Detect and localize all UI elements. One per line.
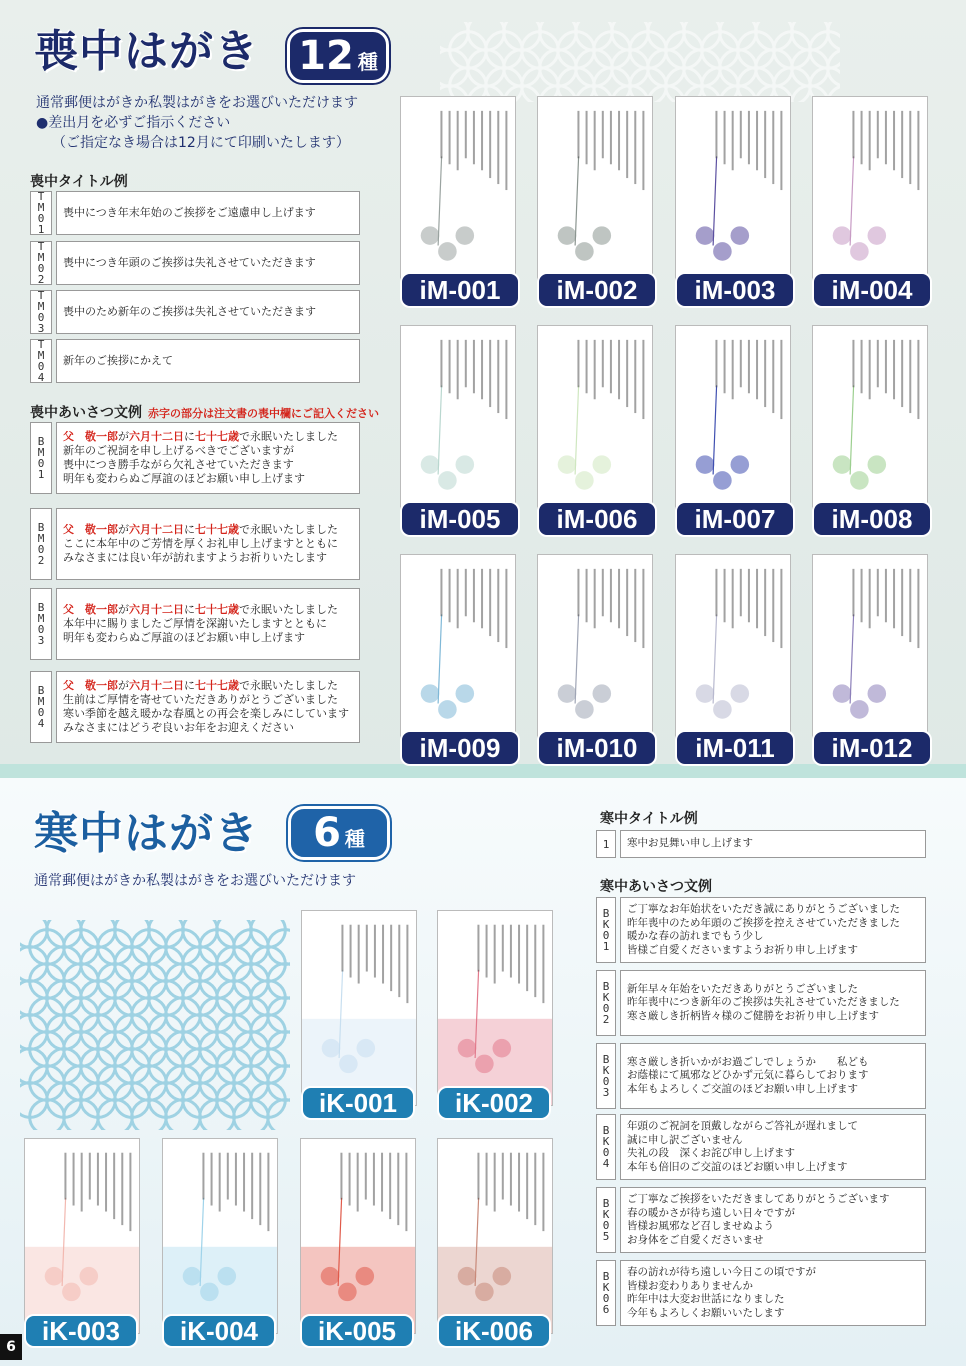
greeting-line: 皆様お変わりありませんか [627,1279,753,1292]
kanchu-greeting-row[interactable] [596,897,926,963]
greeting-line: 昨年喪中につき新年のご挨拶は失礼させていただきました [627,996,900,1009]
card-preview [400,554,516,752]
card-design[interactable] [300,1138,420,1348]
card-code-label: iK-002 [437,1086,551,1120]
mochu-greeting-text [56,588,360,660]
card-code-label: iM-009 [400,730,520,766]
card-code-label: iM-011 [675,730,795,766]
card-text-lines [538,555,653,752]
item-code [596,1043,616,1109]
item-code-char: 0 [602,1146,610,1159]
kanchu-greeting-text [620,897,926,963]
card-preview [537,554,653,752]
greeting-line: ご丁寧なご挨拶をいただきましてありがとうございます [627,1193,890,1205]
kanchu-greeting-text [620,1114,926,1180]
card-code-label: iM-001 [400,272,520,308]
item-code [30,588,52,660]
kanchu-title-text: 寒中お見舞い申し上げます [620,830,926,858]
order-form-field: 六月十二日 [129,523,184,536]
kanchu-greetings-label: 寒中あいさつ文例 [600,879,712,895]
greeting-line: 本年もよろしくご交誼のほどお願い申し上げます [627,1082,858,1095]
card-code-label: iK-005 [300,1314,414,1348]
item-code-char: B [602,1053,610,1066]
mochu-greetings-label-text: 喪中あいさつ文例 [30,405,142,421]
greeting-text: が [118,603,129,616]
item-code-char: T [37,240,45,253]
card-preview [300,1138,416,1334]
item-code [30,339,52,383]
item-code-char: K [602,991,610,1004]
card-design[interactable] [162,1138,282,1348]
kanchu-greeting-row[interactable] [596,1114,926,1180]
greeting-text: に [184,603,195,616]
item-code [30,241,52,285]
item-code-char: 3 [37,322,45,335]
card-code-label: iM-004 [812,272,932,308]
order-form-field: 父 敬一郎 [63,603,118,616]
item-code-char: 0 [37,623,45,636]
card-preview [812,325,928,523]
item-code-char: 1 [37,468,45,481]
item-code-char: 4 [37,371,45,384]
greeting-line: ご丁寧なお年始状をいただき誠にありがとうございました [627,903,900,915]
item-code-char: 3 [602,1086,610,1099]
card-code-label: iM-003 [675,272,795,308]
mochu-title-text: 喪中のため新年のご挨拶は失礼させていただきます [56,290,360,334]
card-text-lines [25,1139,140,1334]
item-code-char: 0 [37,212,45,225]
item-code-char: B [37,601,45,614]
item-code-char: 3 [37,634,45,647]
card-text-lines [401,326,516,523]
kanchu-count-badge [288,806,390,860]
card-text-lines [401,97,516,294]
item-code-char: B [602,980,610,993]
kanchu-greeting-text [620,1187,926,1253]
item-code-char: 2 [602,1013,610,1026]
kanchu-greeting-row[interactable] [596,1043,926,1109]
card-text-lines [301,1139,416,1334]
mochu-count-unit: 種 [357,50,378,74]
card-preview [812,96,928,294]
order-form-field: 七十七歳 [195,603,239,616]
greeting-line: 本年も倍旧のご交誼のほどお願い申し上げます [627,1160,848,1173]
card-text-lines [676,555,791,752]
card-design[interactable] [400,96,524,308]
kanchu-titles-label: 寒中タイトル例 [600,811,698,827]
mochu-greeting-text [56,671,360,743]
item-code-char: 4 [602,1157,610,1170]
greeting-text: で永眠いたしました [239,523,338,536]
greeting-line: 明年も変わらぬご厚誼のほどお願い申し上げます [63,472,305,485]
card-design[interactable] [24,1138,144,1348]
item-code-char: 0 [37,360,45,373]
card-design[interactable] [301,910,421,1120]
greeting-line: 新年早々年始をいただきありがとうございました [627,982,858,995]
item-code-char: B [602,1270,610,1283]
mochu-greeting-row[interactable] [30,422,360,494]
kanchu-greeting-row[interactable] [596,1187,926,1253]
card-code-label: iM-005 [400,501,520,537]
card-text-lines [438,911,553,1106]
item-code-char: K [602,1135,610,1148]
order-form-field: 七十七歳 [195,430,239,443]
order-form-field: 父 敬一郎 [63,523,118,536]
card-text-lines [676,326,791,523]
mochu-title-row[interactable] [30,241,360,285]
item-code-char: 4 [37,717,45,730]
item-code [30,290,52,334]
greeting-line: 新年のご祝詞を申し上げるべきでございますが [63,444,294,457]
greeting-lead-line [63,430,353,444]
card-preview [24,1138,140,1334]
section-divider [0,764,966,778]
mochu-greetings-note: 赤字の部分は注文書の喪中欄にご記入ください [148,407,379,420]
mochu-greeting-row[interactable] [30,508,360,580]
mochu-titles-label: 喪中タイトル例 [30,174,128,190]
card-code-label: iK-004 [162,1314,276,1348]
card-design[interactable] [437,1138,557,1348]
order-form-field: 七十七歳 [195,679,239,692]
item-code-char: 0 [602,929,610,942]
item-code-char: 1 [37,223,45,236]
item-code-char: K [602,1064,610,1077]
item-code [30,191,52,235]
card-design[interactable] [812,325,936,537]
item-code-char: 6 [602,1303,610,1316]
mochu-title-text: 喪中につき年頭のご挨拶は失礼させていただきます [56,241,360,285]
card-preview [301,910,417,1106]
greeting-text: が [118,523,129,536]
card-text-lines [676,97,791,294]
mochu-title-text: 喪中につき年末年始のご挨拶をご遠慮申し上げます [56,191,360,235]
order-form-field: 七十七歳 [195,523,239,536]
mochu-intro-line: ●差出月を必ずご指示ください [36,115,231,131]
card-design[interactable] [400,325,524,537]
page-number: 6 [0,1334,22,1360]
greeting-line: 失礼の段 深くお詫び申し上げます [627,1147,795,1159]
card-preview [162,1138,278,1334]
card-text-lines [813,97,928,294]
item-code-char: B [37,684,45,697]
item-code-char: 0 [37,543,45,556]
card-text-lines [401,555,516,752]
item-code-char: 0 [37,457,45,470]
greeting-line: 明年も変わらぬご厚誼のほどお願い申し上げます [63,631,305,644]
item-code-char: 0 [602,1292,610,1305]
greeting-line: 喪中につき勝手ながら欠礼させていただきます [63,458,294,471]
kanchu-greeting-text [620,970,926,1036]
greeting-line: 寒い季節を越え暖かな春風との再会を楽しみにしています [63,707,349,720]
item-code-char: B [602,1124,610,1137]
greeting-text: に [184,430,195,443]
card-preview [400,325,516,523]
greeting-line: 寒さ厳しき折いかがお過ごしでしょうか 私ども [627,1055,869,1068]
card-text-lines [538,97,653,294]
mochu-greeting-text [56,422,360,494]
card-design[interactable] [812,96,936,308]
mochu-greeting-row[interactable] [30,671,360,743]
greeting-lead-line [63,603,353,617]
greeting-line: お蔭様にて風邪などひかず元気に暮らしております [627,1069,869,1082]
card-text-lines [813,326,928,523]
mochu-intro-line: （ご指定なき場合は12月にて印刷いたします） [52,135,350,151]
shippo-pattern-bottom [20,920,290,1130]
greeting-line: 昨年喪中のため年頭のご挨拶を控えさせていただきました [627,916,900,929]
greeting-line: みなさまにはどうぞ良いお年をお迎えください [63,721,294,734]
item-code-char: M [37,695,45,708]
card-preview [437,910,553,1106]
greeting-text: が [118,679,129,692]
item-code-char: K [602,1208,610,1221]
item-code [596,830,616,858]
mochu-intro [36,93,358,153]
item-code-char: 5 [602,1230,610,1243]
shippo-pattern-top [440,22,840,102]
item-code-char: M [37,612,45,625]
order-form-field: 六月十二日 [129,603,184,616]
card-preview [675,96,791,294]
mochu-intro-line: 通常郵便はがきか私製はがきをお選びいただけます [36,95,358,111]
card-preview [675,554,791,752]
greeting-line: 生前はご厚情を寄せていただきありがとうございました [63,693,338,706]
item-code-char: M [37,300,45,313]
item-code-char: B [602,1197,610,1210]
greeting-line: 暖かな春の訪れまでもう少し [627,930,764,942]
item-code-char: 1 [602,940,610,953]
card-design[interactable] [537,96,661,308]
item-code-char: B [37,435,45,448]
item-code [596,1114,616,1180]
card-text-lines [438,1139,553,1334]
card-design[interactable] [675,325,799,537]
item-code [596,970,616,1036]
kanchu-count-unit: 種 [344,827,365,851]
greeting-line: 春の暖かさが待ち遠しい日々ですが [627,1206,795,1219]
mochu-title: 喪中はがき [34,26,259,77]
item-code-char: 0 [37,311,45,324]
card-code-label: iM-012 [812,730,932,766]
item-code-char: T [37,190,45,203]
item-code-char: 0 [602,1075,610,1088]
item-code-char: B [37,521,45,534]
card-design[interactable] [537,554,661,766]
card-code-label: iK-003 [24,1314,138,1348]
item-code-char: T [37,338,45,351]
greeting-line: お身体をご自愛くださいませ [627,1233,764,1246]
card-code-label: iM-002 [537,272,657,308]
item-code-char: M [37,446,45,459]
card-code-label: iK-006 [437,1314,551,1348]
greeting-line: ここに本年中のご芳情を厚くお礼申し上げますとともに [63,537,338,550]
card-code-label: iM-006 [537,501,657,537]
item-code [30,422,52,494]
card-text-lines [813,555,928,752]
greeting-line: 春の訪れが待ち遠しい今日この頃ですが [627,1266,816,1278]
item-code-char: 2 [37,554,45,567]
card-design[interactable] [675,554,799,766]
greeting-line: 寒さ厳しき折柄皆々様のご健勝をお祈り申し上げます [627,1009,879,1022]
kanchu-title-row[interactable] [596,830,926,858]
item-code-char: 2 [37,273,45,286]
item-code [596,897,616,963]
mochu-title-text: 新年のご挨拶にかえて [56,339,360,383]
greeting-text: で永眠いたしました [239,430,338,443]
order-form-field: 六月十二日 [129,430,184,443]
greeting-text: で永眠いたしました [239,603,338,616]
greeting-line: 誠に申し訳ございません [627,1133,743,1146]
item-code-char: K [602,1281,610,1294]
greeting-line: 本年中に賜りましたご厚情を深謝いたしますとともに [63,617,327,630]
kanchu-title: 寒中はがき [34,808,259,859]
item-code [30,671,52,743]
card-preview [537,96,653,294]
greeting-text: に [184,523,195,536]
card-design[interactable] [812,554,936,766]
card-text-lines [538,326,653,523]
greeting-lead-line [63,679,353,693]
item-code [596,1187,616,1253]
greeting-line: みなさまには良い年が訪れますようお祈りいたします [63,551,327,564]
greeting-line: 皆様お風邪など召しませぬよう [627,1220,774,1232]
greeting-line: 年頭のご祝詞を頂戴しながらご答礼が遅れまして [627,1120,858,1132]
card-design[interactable] [437,910,557,1120]
mochu-count-badge [287,29,389,83]
greeting-text: が [118,430,129,443]
order-form-field: 父 敬一郎 [63,679,118,692]
card-preview [537,325,653,523]
card-text-lines [163,1139,278,1334]
kanchu-count-number: 6 [313,810,341,856]
greeting-line: 昨年中は大変お世話になりました [627,1293,785,1305]
item-code-char: 1 [602,837,610,851]
mochu-title-row[interactable] [30,191,360,235]
item-code-char: K [602,918,610,931]
item-code-char: M [37,532,45,545]
mochu-greeting-text [56,508,360,580]
kanchu-intro: 通常郵便はがきか私製はがきをお選びいただけます [34,873,356,889]
card-code-label: iM-007 [675,501,795,537]
greeting-text: に [184,679,195,692]
card-design[interactable] [537,325,661,537]
greeting-line: 皆様ご自愛くださいますようお祈り申し上げます [627,943,858,956]
item-code [30,508,52,580]
kanchu-greeting-text [620,1043,926,1109]
card-preview [400,96,516,294]
item-code-char: B [602,907,610,920]
item-code-char: 0 [37,262,45,275]
card-design[interactable] [675,96,799,308]
kanchu-greeting-text [620,1260,926,1326]
item-code [596,1260,616,1326]
item-code-char: 0 [37,706,45,719]
card-preview [812,554,928,752]
item-code-char: 0 [602,1002,610,1015]
kanchu-greeting-row[interactable] [596,1260,926,1326]
card-design[interactable] [400,554,524,766]
item-code-char: T [37,289,45,302]
card-text-lines [302,911,417,1106]
greeting-text: で永眠いたしました [239,679,338,692]
order-form-field: 六月十二日 [129,679,184,692]
greeting-lead-line [63,523,353,537]
mochu-title-row[interactable] [30,290,360,334]
card-code-label: iM-008 [812,501,932,537]
item-code-char: M [37,251,45,264]
item-code-char: 0 [602,1219,610,1232]
item-code-char: M [37,201,45,214]
kanchu-greeting-row[interactable] [596,970,926,1036]
card-preview [675,325,791,523]
card-code-label: iM-010 [537,730,657,766]
card-code-label: iK-001 [301,1086,415,1120]
greeting-line: 今年もよろしくお願いいたします [627,1306,785,1319]
mochu-count-number: 12 [298,33,354,79]
mochu-title-row[interactable] [30,339,360,383]
item-code-char: M [37,349,45,362]
order-form-field: 父 敬一郎 [63,430,118,443]
mochu-greetings-label [30,402,379,422]
mochu-greeting-row[interactable] [30,588,360,660]
card-preview [437,1138,553,1334]
